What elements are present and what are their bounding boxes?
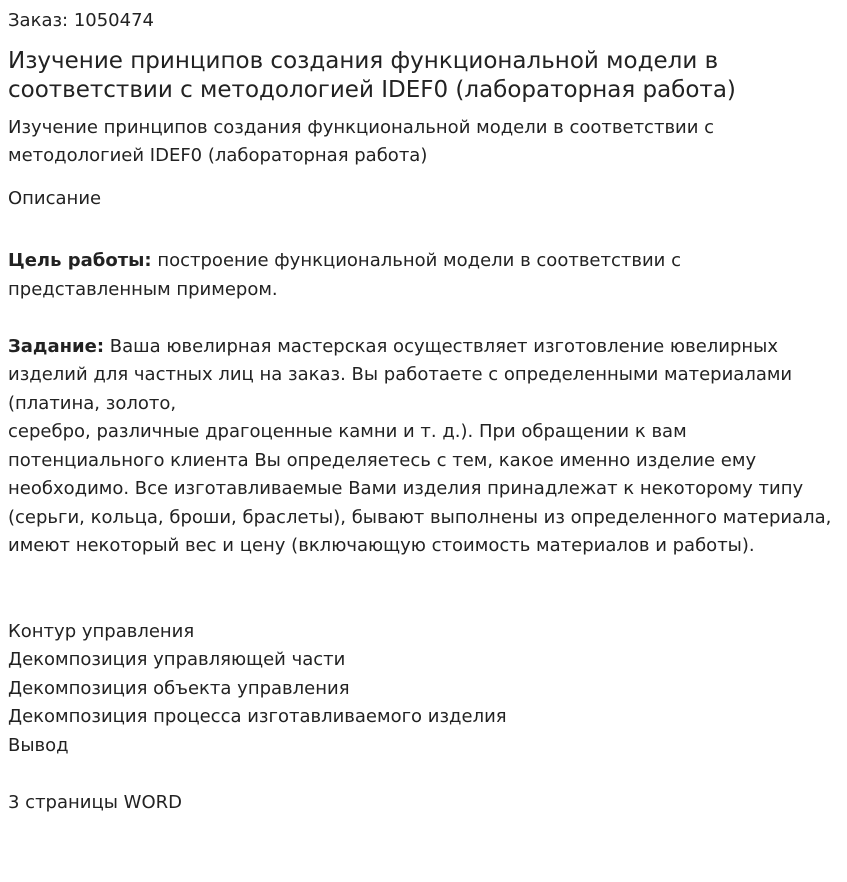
order-number: Заказ: 1050474 bbox=[8, 10, 154, 31]
contents-item-manufacturing-process: Декомпозиция процесса изготавливаемого изделия bbox=[8, 706, 507, 727]
page-count: 3 страницы WORD bbox=[8, 791, 182, 813]
contents-list bbox=[8, 618, 841, 761]
page-subtitle: Изучение принципов создания функциональной модели в соответствии с методологией IDEF0 (лабораторная работа) bbox=[8, 117, 715, 166]
description-body bbox=[8, 247, 841, 817]
task-paragraph bbox=[8, 333, 841, 419]
task-paragraph-continued: серебро, различные драгоценные камни и т. д.). При обращении к вам потенциального клиента Вы определяетесь с тем, какое именно изделие ему необходимо. Все изготавливаемые Вами изделия принадлежат к некоторому типу (серьги, кольца, броши, браслеты), бывают выполнены из определенного материала, имеют некоторый вес и цену (включающую стоимость материалов и работы). bbox=[8, 421, 832, 556]
goal-paragraph bbox=[8, 247, 841, 304]
goal-label: Цель работы: bbox=[8, 250, 152, 271]
description-heading: Описание bbox=[8, 188, 102, 209]
page-title: Изучение принципов создания функциональной модели в соответствии с методологией IDEF0 (лабораторная работа) bbox=[8, 48, 736, 103]
contents-item-conclusion: Вывод bbox=[8, 734, 69, 756]
task-label: Задание: bbox=[8, 335, 105, 357]
goal-text: построение функциональной модели в соответствии с представленным примером. bbox=[8, 250, 681, 300]
contents-item-control-object: Декомпозиция объекта управления bbox=[8, 677, 350, 699]
contents-item-control-loop: Контур управления bbox=[8, 620, 195, 642]
contents-item-control-part: Декомпозиция управляющей части bbox=[8, 649, 346, 670]
task-text: Ваша ювелирная мастерская осуществляет изготовление ювелирных изделий для частных лиц на заказ. Вы работаете с определенными материалами (платина, золото, bbox=[8, 335, 793, 414]
